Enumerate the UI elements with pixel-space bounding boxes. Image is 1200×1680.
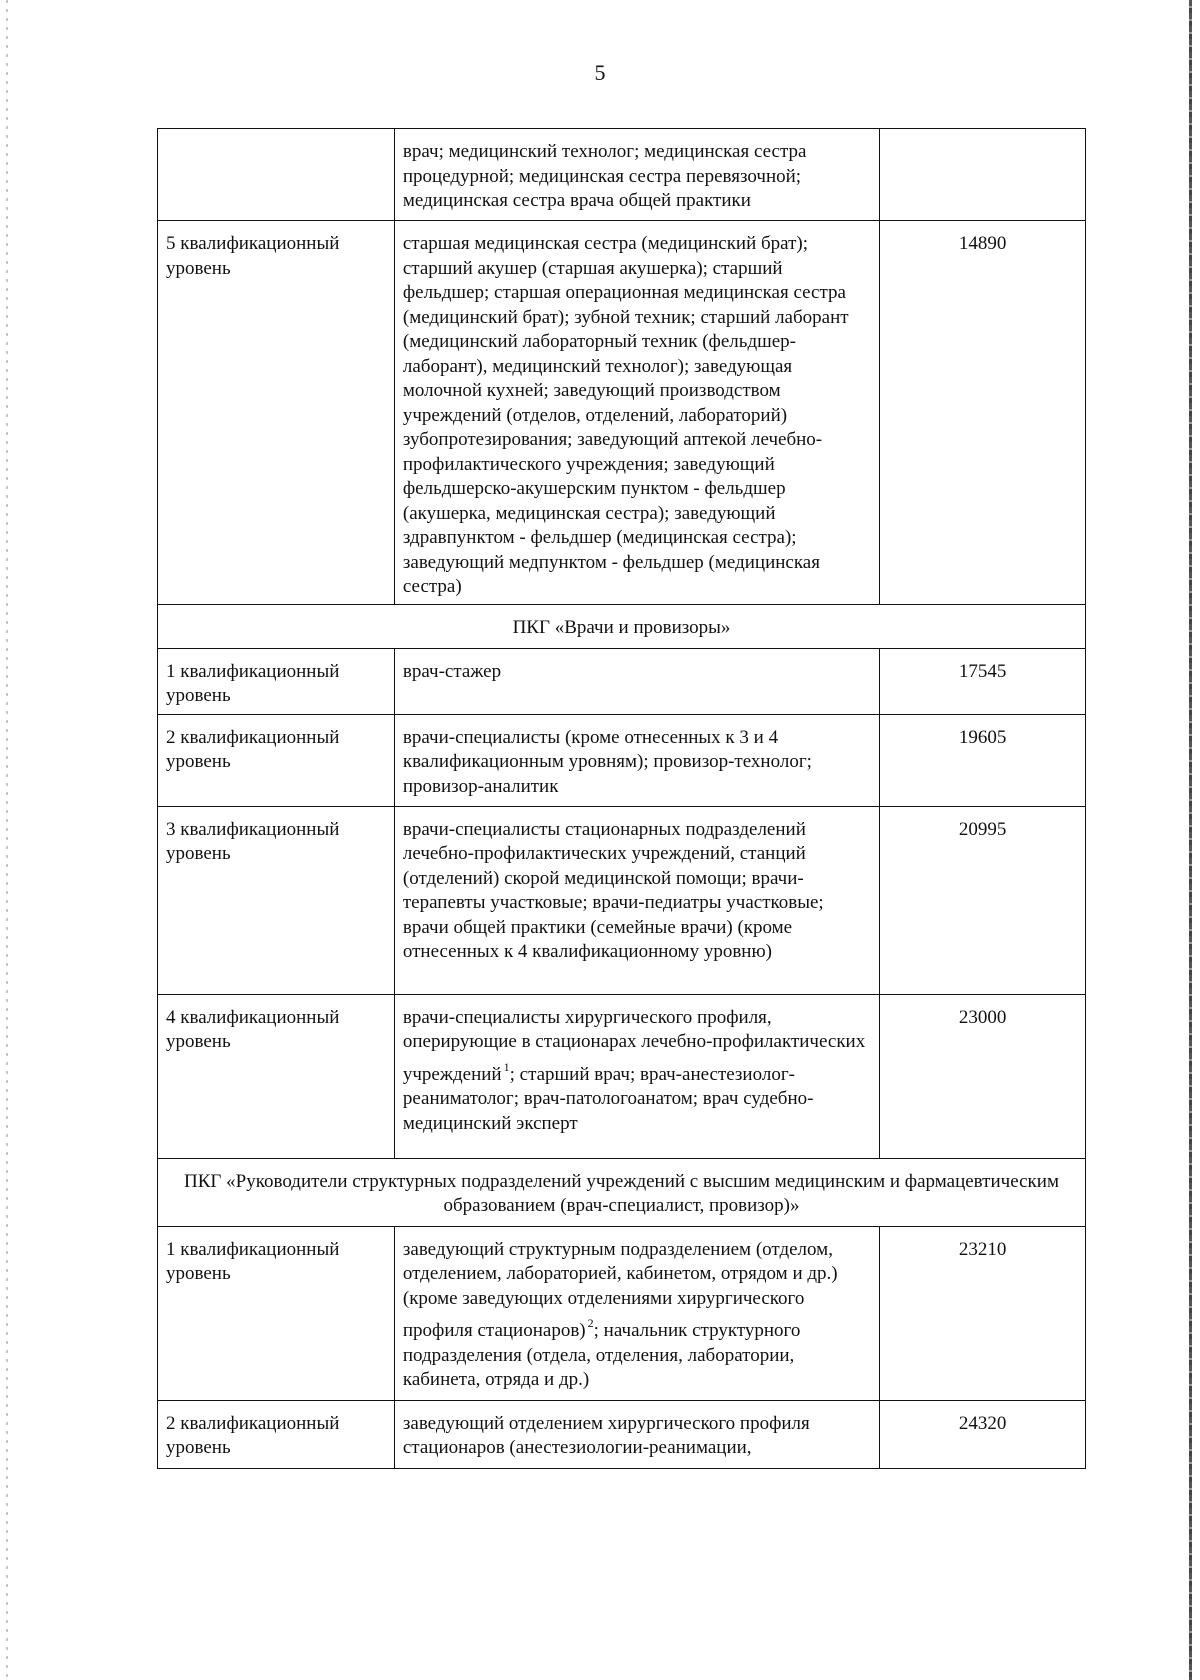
positions-cell — [394, 1226, 879, 1400]
positions-cell: врач; медицинский технолог; медицинская сестра процедурной; медицинская сестра перевязочной; медицинская сестра врача общей практики — [394, 129, 879, 221]
positions-text: заведующий структурным подразделением (отделом, отделением, лабораторией, кабинетом, отрядом и др.) (кроме заведующих отделениями хирургического профиля стационаров) — [402, 1238, 838, 1341]
salary-cell: 23210 — [880, 1226, 1086, 1400]
group-title: ПКГ «Врачи и провизоры» — [158, 604, 1086, 648]
salary-cell — [880, 129, 1086, 221]
positions-cell: старшая медицинская сестра (медицинский брат); старший акушер (старшая акушерка); старший фельдшер; старшая операционная медицинская сестра (медицинский брат); зубной техник; старший лаборант (медицинский лабораторный техник (фельдшер-лаборант), медицинский технолог); заведующая молочной кухней; заведующий производством учреждений (отделов, отделений, лабораторий) зубопротезирования; заведующий аптекой лечебно-профилактического учреждения; заведующий фельдшерско-акушерским пунктом - фельдшер (акушерка, медицинская сестра); заведующий здравпунктом - фельдшер (медицинская сестра); заведующий медпунктом - фельдшер (медицинская сестра) — [394, 221, 879, 605]
table-row — [158, 714, 1086, 806]
table-row — [158, 994, 1086, 1158]
page-number: 5 — [594, 60, 606, 85]
level-cell: 5 квалификационный уровень — [158, 221, 395, 605]
group-row — [158, 604, 1086, 648]
level-cell: 3 квалификационный уровень — [158, 806, 395, 994]
table-row — [158, 129, 1086, 221]
scan-edge-right — [1189, 0, 1192, 1680]
positions-cell: врачи-специалисты стационарных подразделений лечебно-профилактических учреждений, станций (отделений) скорой медицинской помощи; врачи-терапевты участковые; врачи-педиатры участковые; врачи общей практики (семейные врачи) (кроме отнесенных к 4 квалификационному уровню) — [394, 806, 879, 994]
salary-cell: 23000 — [880, 994, 1086, 1158]
table-row — [158, 806, 1086, 994]
group-row — [158, 1158, 1086, 1226]
table-row — [158, 1400, 1086, 1468]
table-row — [158, 648, 1086, 714]
salary-cell: 19605 — [880, 714, 1086, 806]
qualification-table — [157, 128, 1086, 1469]
table-row — [158, 1226, 1086, 1400]
level-cell: 1 квалификационный уровень — [158, 1226, 395, 1400]
level-cell — [158, 129, 395, 221]
table-row — [158, 221, 1086, 605]
positions-cell: врач-стажер — [394, 648, 879, 714]
salary-cell: 17545 — [880, 648, 1086, 714]
group-title: ПКГ «Руководители структурных подразделений учреждений с высшим медицинским и фармацевтическим образованием (врач-специалист, провизор)» — [158, 1158, 1086, 1226]
level-cell: 2 квалификационный уровень — [158, 714, 395, 806]
salary-cell: 24320 — [880, 1400, 1086, 1468]
positions-text: ; начальник структурного подразделения (отдела, отделения, лаборатории, кабинета, отряда и др.) — [402, 1320, 801, 1390]
level-cell: 2 квалификационный уровень — [158, 1400, 395, 1468]
footnote-marker: 2 — [587, 1316, 594, 1330]
footnote-marker: 1 — [503, 1059, 510, 1074]
positions-cell: заведующий отделением хирургического профиля стационаров (анестезиологии-реанимации, — [394, 1400, 879, 1468]
positions-text: ; старший врач; врач-анестезиолог-реаниматолог; врач-патологоанатом; врач судебно-медицинский эксперт — [402, 1063, 814, 1134]
scan-edge-left — [6, 0, 8, 1680]
salary-cell: 20995 — [880, 806, 1086, 994]
positions-cell — [394, 994, 879, 1158]
salary-cell: 14890 — [880, 221, 1086, 605]
positions-text: врачи-специалисты хирургического профиля, оперирующие в стационарах лечебно-профилактических учреждений — [402, 1006, 866, 1085]
positions-cell: врачи-специалисты (кроме отнесенных к 3 и 4 квалификационным уровням); провизор-технолог; провизор-аналитик — [394, 714, 879, 806]
level-cell: 1 квалификационный уровень — [158, 648, 395, 714]
level-cell: 4 квалификационный уровень — [158, 994, 395, 1158]
